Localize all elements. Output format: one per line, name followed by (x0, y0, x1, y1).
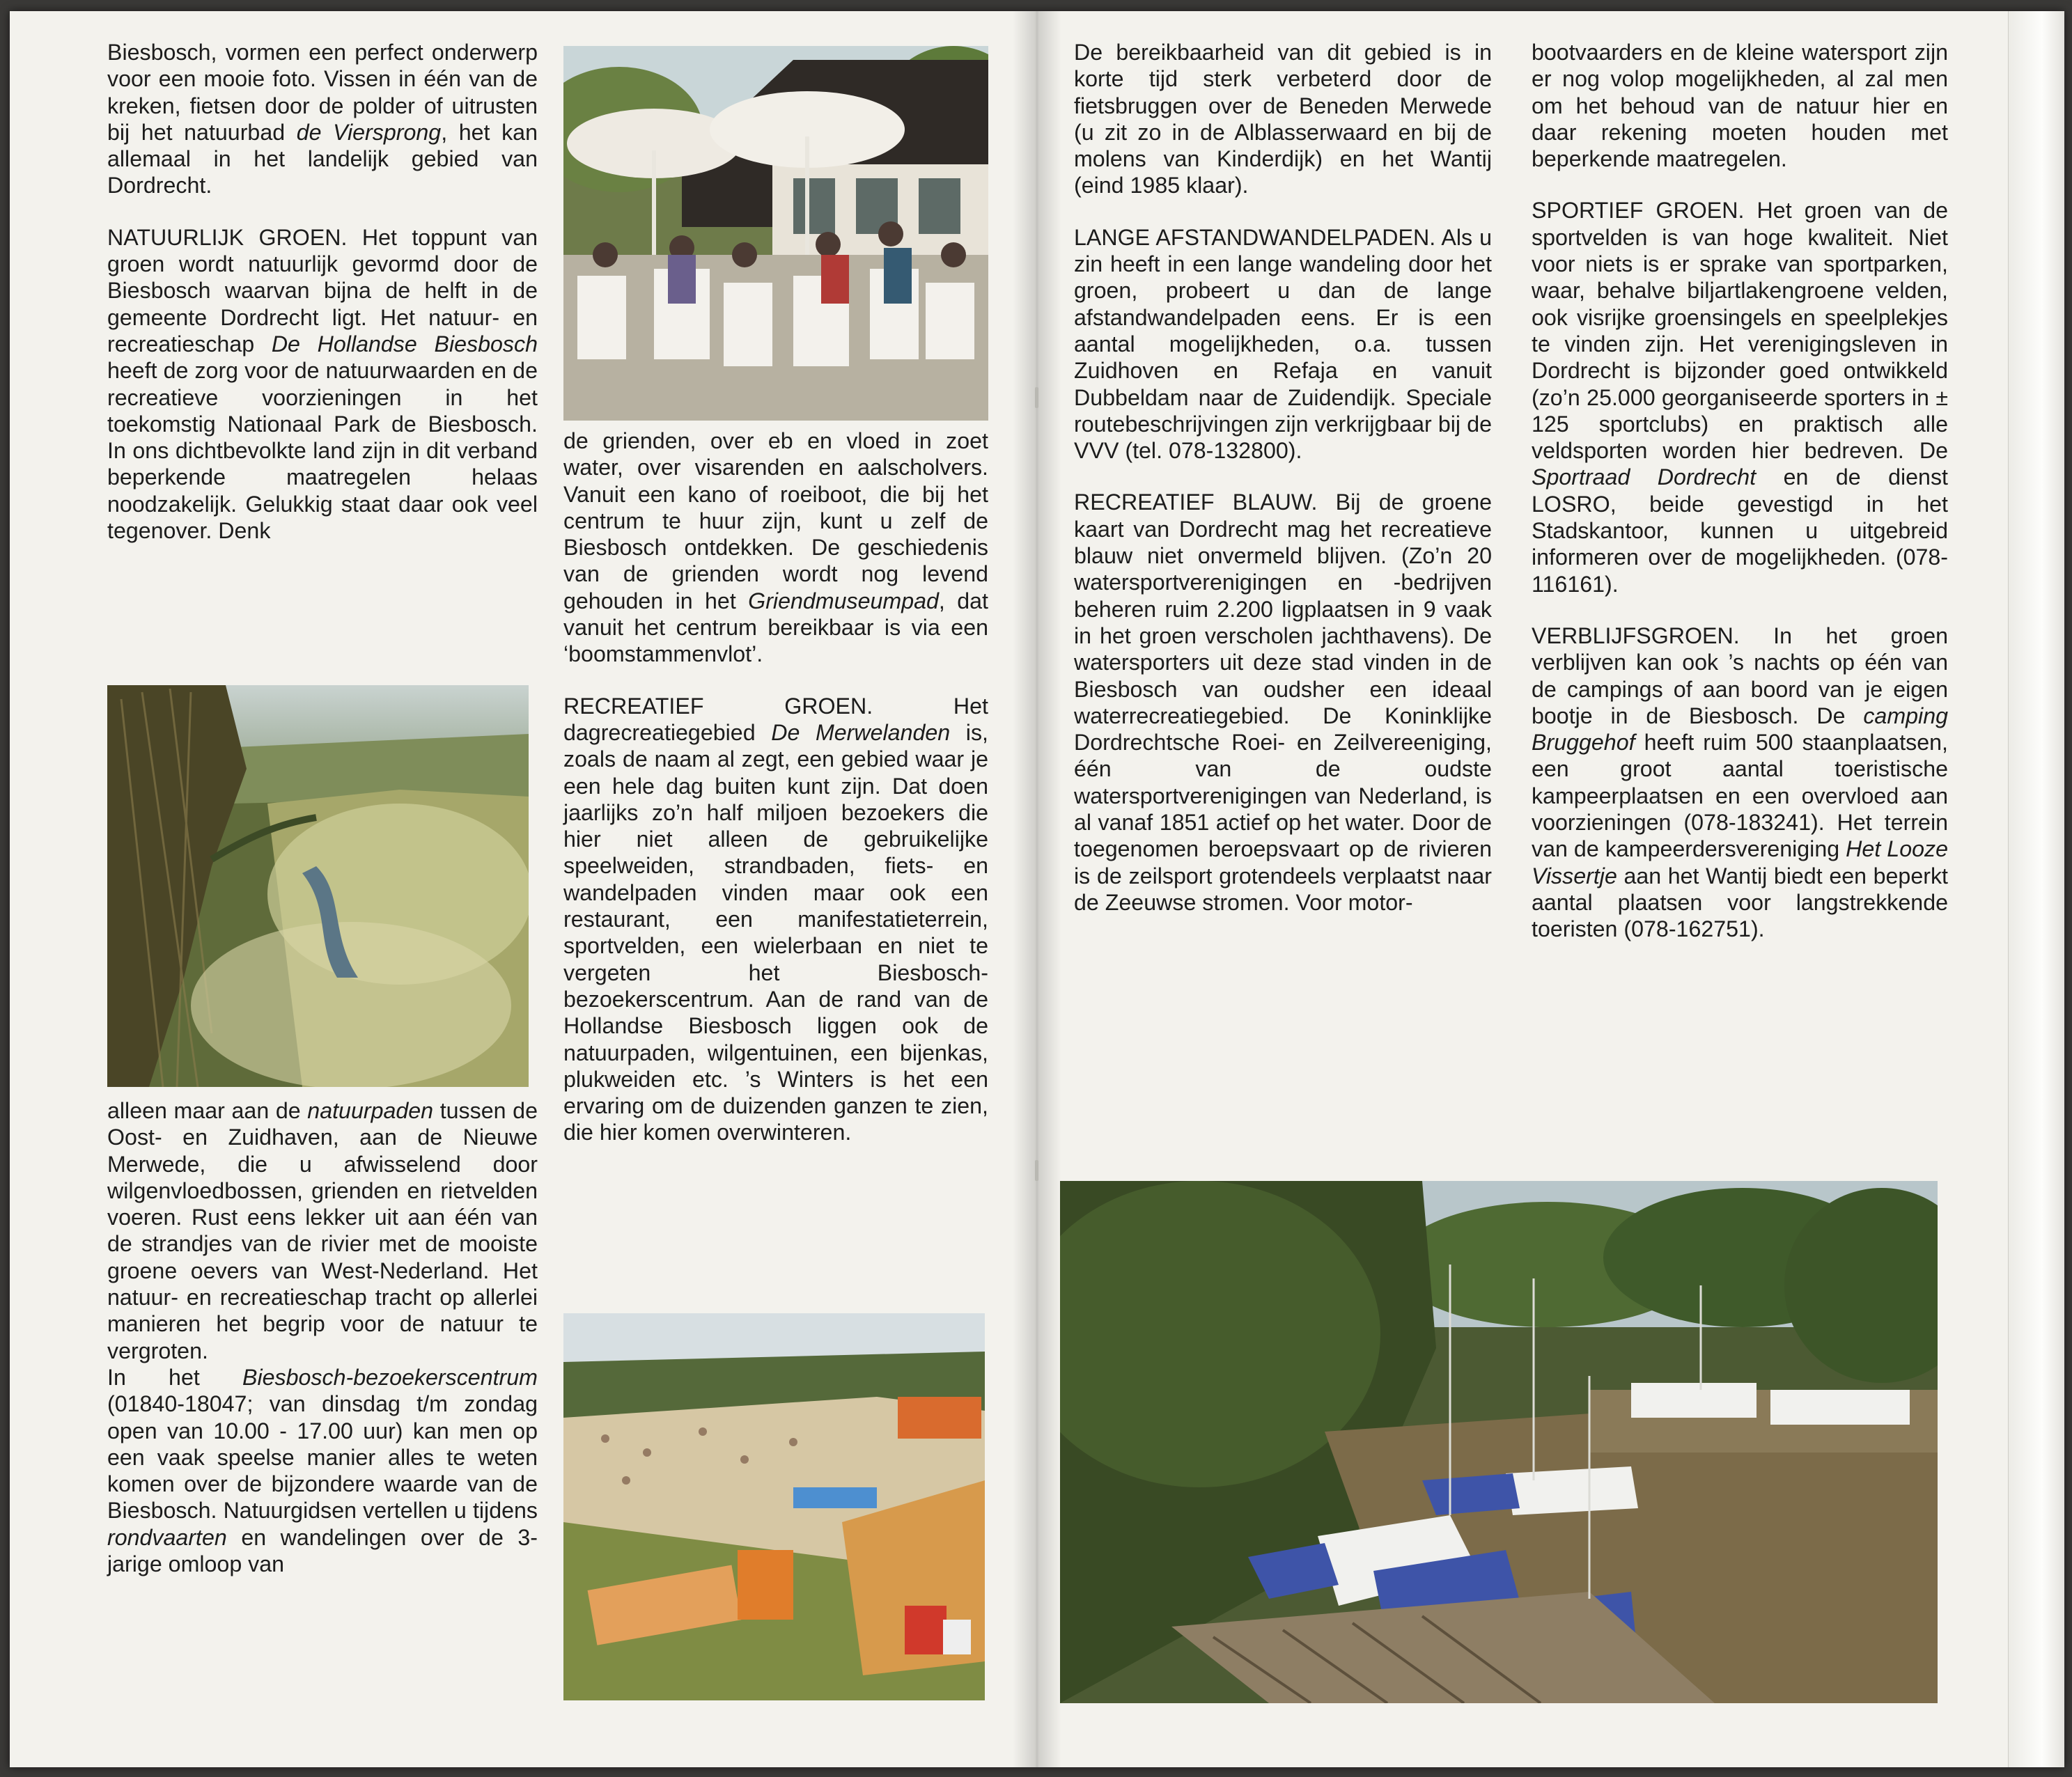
paragraph-recreatief-groen: RECREATIEF GROEN. Het dagrecreatiegebied De Merwelanden is, zoals de naam al zegt, een gebied waar je een hele dag buiten kunt zijn. Dat doen jaarlijks zo’n half miljoen bezoekers die hier niet alleen de gebruikelijke speelweiden, strandbaden, fiets- en wandelpaden vinden maar ook een restaurant, een manifestatieterrein, sportvelden, een wielerbaan en niet te vergeten het Biesbosch-bezoekerscentrum. Aan de rand van de Hollandse Biesbosch liggen ook de natuurpaden, wilgentuinen, een bijenkas, plukweiden etc. ’s Winters is het een ervaring om de duizenden ganzen te zien, die hier komen overwinteren. (563, 693, 988, 1145)
italic-term: rondvaarten (107, 1524, 227, 1550)
italic-term: de Viersprong (296, 119, 442, 145)
italic-term: Het Looze Vissertje (1532, 836, 1948, 888)
book-gutter (1013, 11, 1061, 1767)
paragraph-lange-afstandwandelpaden: LANGE AFSTANDWANDELPADEN. Als u zin heeft in een lange wandeling door het groen, probeert u dan de lange afstandwandelpaden eens. Er is een aantal mogelijkheden, o.a. tussen Zuidhoven en Refaja en vanuit Dubbeldam naar de Zuidendijk. Speciale routebeschrijvingen zijn verkrijgbaar bij de VVV (tel. 078-132800). (1074, 224, 1492, 464)
italic-term: camping Bruggehof (1532, 703, 1948, 756)
paragraph-natuurlijk-groen: NATUURLIJK GROEN. Het toppunt van groen wordt natuurlijk gevormd door de Biesbosch waarvan bijna de helft in de gemeente Dordrecht ligt. Het natuur- en recreatieschap De Hollandse Biesbosch heeft de zorg voor de natuurwaarden en de recreatieve voorzieningen in het toekomstig Nationaal Park de Biesbosch. In ons dichtbevolkte land zijn in dit verband beperkende maatregelen helaas noodzakelijk. Gelukkig staat daar ook veel tegenover. Denk (107, 224, 538, 544)
paragraph: de grienden, over eb en vloed in zoet water, over visarenden en aalscholvers. Vanuit een kano of roeiboot, die bij het centrum te huur zijn, kunt u zelf de Biesbosch ontdekken. De geschiedenis van de grienden wordt nog levend gehouden in het Griendmuseumpad, dat vanuit het centrum bereikbaar is via een ‘boomstammenvlot’. (563, 428, 988, 667)
binding-stitch (1035, 1160, 1038, 1181)
photo-terrace-umbrellas (563, 46, 988, 421)
text-column-1-bottom (107, 1097, 538, 1577)
italic-term: Biesbosch-bezoekerscentrum (242, 1364, 538, 1390)
italic-term: De Hollandse Biesbosch (271, 331, 538, 357)
paragraph-sportief-groen: SPORTIEF GROEN. Het groen van de sportvelden is van hoge kwaliteit. Niet voor niets is er sprake van sportparken, waar, behalve biljartlakengroene velden, ook visrijke groensingels en speelplekjes te vinden zijn. Het verenigingsleven in Dordrecht is bijzonder goed ontwikkeld (zo’n 25.000 georganiseerde sporters in ± 125 sportclubs) en praktisch alle veldsporten worden hier bedreven. De Sportraad Dordrecht en de dienst LOSRO, beide gevestigd in het Stadskantoor, kunnen u uitgebreid informeren over de mogelijkheden. (078-116161). (1532, 198, 1948, 597)
italic-term: Sportraad Dordrecht (1532, 464, 1756, 490)
paragraph-bezoekerscentrum: In het Biesbosch-bezoekerscentrum (01840-18047; van dinsdag t/m zondag open van 10.00 - 17.00 uur) kan men op een vaak speelse manier alles te weten komen over de bijzondere waarde van de Biesbosch. Natuurgidsen vertellen u tijdens rondvaarten en wandelingen over de 3-jarige omloop van (107, 1364, 538, 1577)
text-column-2 (563, 428, 988, 1146)
text-column-4 (1532, 39, 1948, 943)
paragraph: bootvaarders en de kleine watersport zijn er nog volop mogelijkheden, al zal men om het behoud van de natuur hier en daar rekening moeten houden met beperkende maatregelen. (1532, 40, 1948, 172)
italic-term: Griendmuseumpad (748, 588, 939, 613)
italic-term: De Merwelanden (771, 719, 951, 745)
paragraph-verblijfsgroen: VERBLIJFSGROEN. In het groen verblijven kan ook ’s nachts op één van de campings of aan boord van je eigen bootje in de Biesbosch. De camping Bruggehof heeft ruim 500 staanplaatsen, een groot aantal toeristische kampeerplaatsen en een overvloed aan voorzieningen (078-183241). Het terrein van de kampeerdersvereniging Het Looze Vissertje aan het Wantij biedt een beperkt aantal plaatsen voor langstrekkende toeristen (078-162751). (1532, 623, 1948, 942)
paragraph-recreatief-blauw: RECREATIEF BLAUW. Bij de groene kaart van Dordrecht mag het recreatieve blauw niet onvermeld blijven. (Zo’n 20 watersportverenigingen en -bedrijven beheren ruim 2.200 ligplaatsen in 9 vaak in het groen verscholen jachthavens). De watersporters uit deze stad vinden in de Biesbosch van oudsher een ideaal waterrecreatiegebied. De Koninklijke Dordrechtsche Roei- en Zeilvereeniging, één van de oudste watersportverenigingen van Nederland, is al vanaf 1851 actief op het water. Door de toegenomen beroepsvaart op de rivieren is de zeilsport grotendeels verplaatst naar de Zeeuwse stromen. Voor motor- (1074, 490, 1492, 915)
text-column-3 (1074, 39, 1492, 916)
photo-creek-vegetation (107, 685, 529, 1087)
text-column-1-top (107, 39, 538, 544)
italic-term: natuurpaden (307, 1098, 434, 1123)
paragraph: De bereikbaarheid van dit gebied is in korte tijd sterk verbeterd door de fietsbruggen over de Beneden Merwede (u zit zo in de Alblasserwaard en bij de molens van Kinderdijk) en het Wantij (eind 1985 klaar). (1074, 40, 1492, 198)
brochure-spread (10, 11, 2064, 1767)
page-edge (2008, 11, 2064, 1767)
paragraph: alleen maar aan de natuurpaden tussen de Oost- en Zuidhaven, aan de Nieuwe Merwede, die u afwisselend door wilgenvloedbossen, grienden en rietvelden voeren. Rust eens lekker uit aan één van de strandjes van de rivier met de mooiste groene oevers van West-Nederland. Het natuur- en recreatieschap tracht op allerlei manieren het begrip voor de natuur te vergroten. (107, 1098, 538, 1363)
binding-stitch (1035, 387, 1038, 408)
photo-marina-boats (1060, 1181, 1938, 1703)
paragraph: Biesbosch, vormen een perfect onderwerp voor een mooie foto. Vissen in één van de kreken, fietsen door de polder of uitrusten bij het natuurbad de Viersprong, het kan allemaal in het landelijk gebied van Dordrecht. (107, 40, 538, 198)
photo-beach-recreation (563, 1313, 985, 1700)
